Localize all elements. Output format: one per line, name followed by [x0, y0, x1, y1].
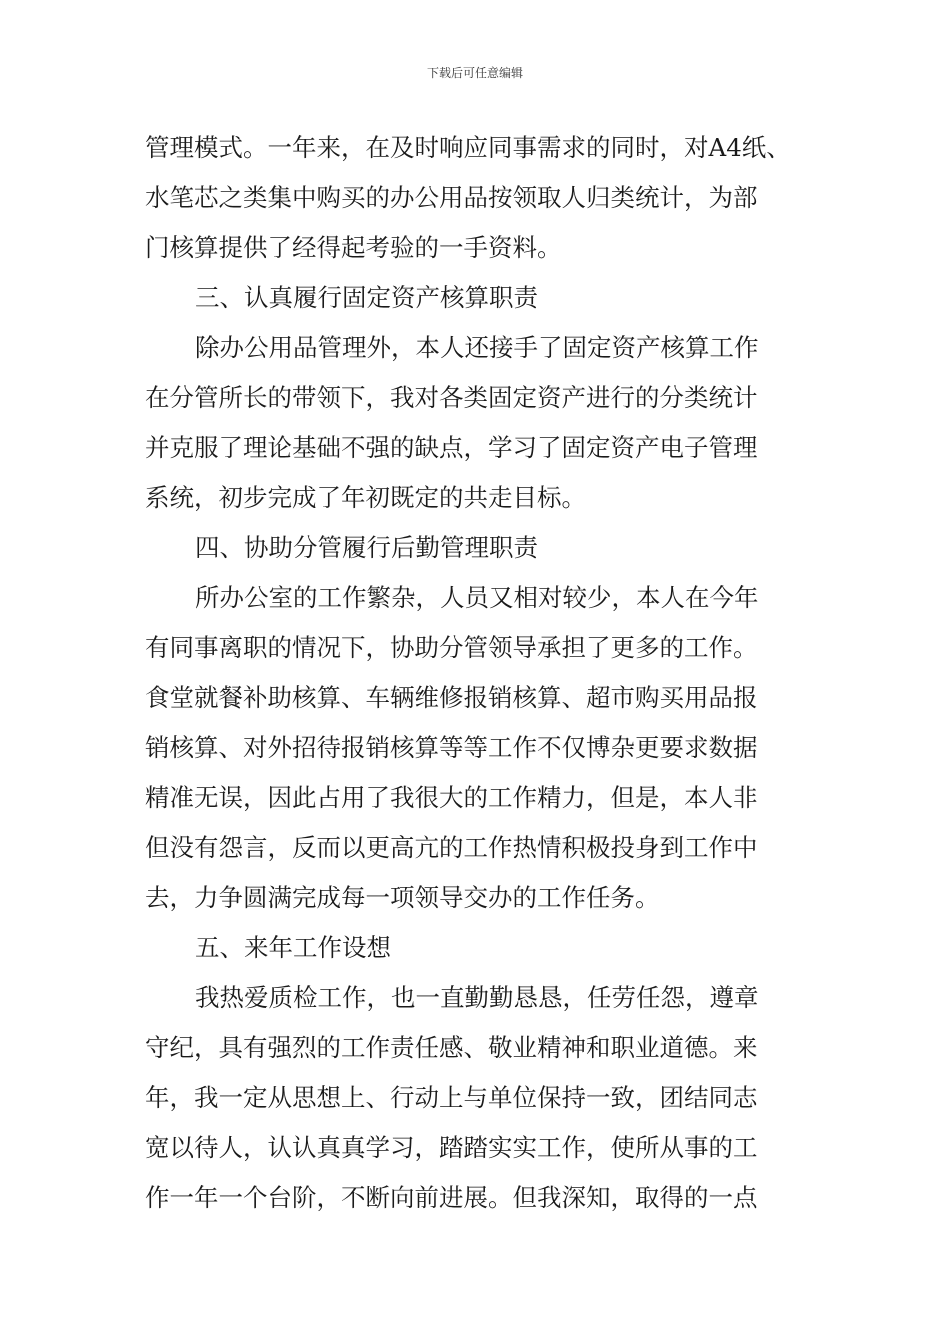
body-line: 门核算提供了经得起考验的一手资料。 — [145, 233, 562, 262]
body-line: 并克服了理论基础不强的缺点，学习了固定资产电子管理 — [145, 433, 758, 462]
body-line: 水笔芯之类集中购买的办公用品按领取人归类统计，为部 — [145, 183, 758, 212]
body-line: 我热爱质检工作，也一直勤勤恳恳，任劳任怨，遵章 — [195, 983, 759, 1012]
body-line: 宽以待人，认认真真学习，踏踏实实工作，使所从事的工 — [145, 1133, 758, 1162]
body-line: 食堂就餐补助核算、车辆维修报销核算、超市购买用品报 — [145, 683, 758, 712]
body-line: 年，我一定从思想上、行动上与单位保持一致，团结同志 — [145, 1083, 758, 1112]
body-line: 守纪，具有强烈的工作责任感、敬业精神和职业道德。来 — [145, 1033, 758, 1062]
section-heading: 五、来年工作设想 — [195, 933, 391, 962]
body-line: 系统，初步完成了年初既定的共走目标。 — [145, 483, 586, 512]
body-line: 精准无误，因此占用了我很大的工作精力，但是，本人非 — [145, 783, 758, 812]
body-line: 作一年一个台阶，不断向前进展。但我深知，取得的一点 — [145, 1183, 758, 1212]
body-line: 所办公室的工作繁杂，人员又相对较少，本人在今年 — [195, 583, 759, 612]
body-line: 有同事离职的情况下，协助分管领导承担了更多的工作。 — [145, 633, 758, 662]
section-heading: 四、协助分管履行后勤管理职责 — [195, 533, 538, 562]
body-line: 除办公用品管理外，本人还接手了固定资产核算工作 — [195, 333, 759, 362]
body-line: 销核算、对外招待报销核算等等工作不仅博杂更要求数据 — [145, 733, 758, 762]
body-line: 在分管所长的带领下，我对各类固定资产进行的分类统计 — [145, 383, 758, 412]
section-heading: 三、认真履行固定资产核算职责 — [195, 283, 538, 312]
body-line: 但没有怨言，反而以更高亢的工作热情积极投身到工作中 — [145, 833, 758, 862]
page-header: 下载后可任意编辑 — [426, 66, 523, 80]
body-line: 去，力争圆满完成每一项领导交办的工作任务。 — [145, 883, 660, 912]
body-line: 管理模式。一年来，在及时响应同事需求的同时，对A4纸、 — [145, 133, 791, 162]
